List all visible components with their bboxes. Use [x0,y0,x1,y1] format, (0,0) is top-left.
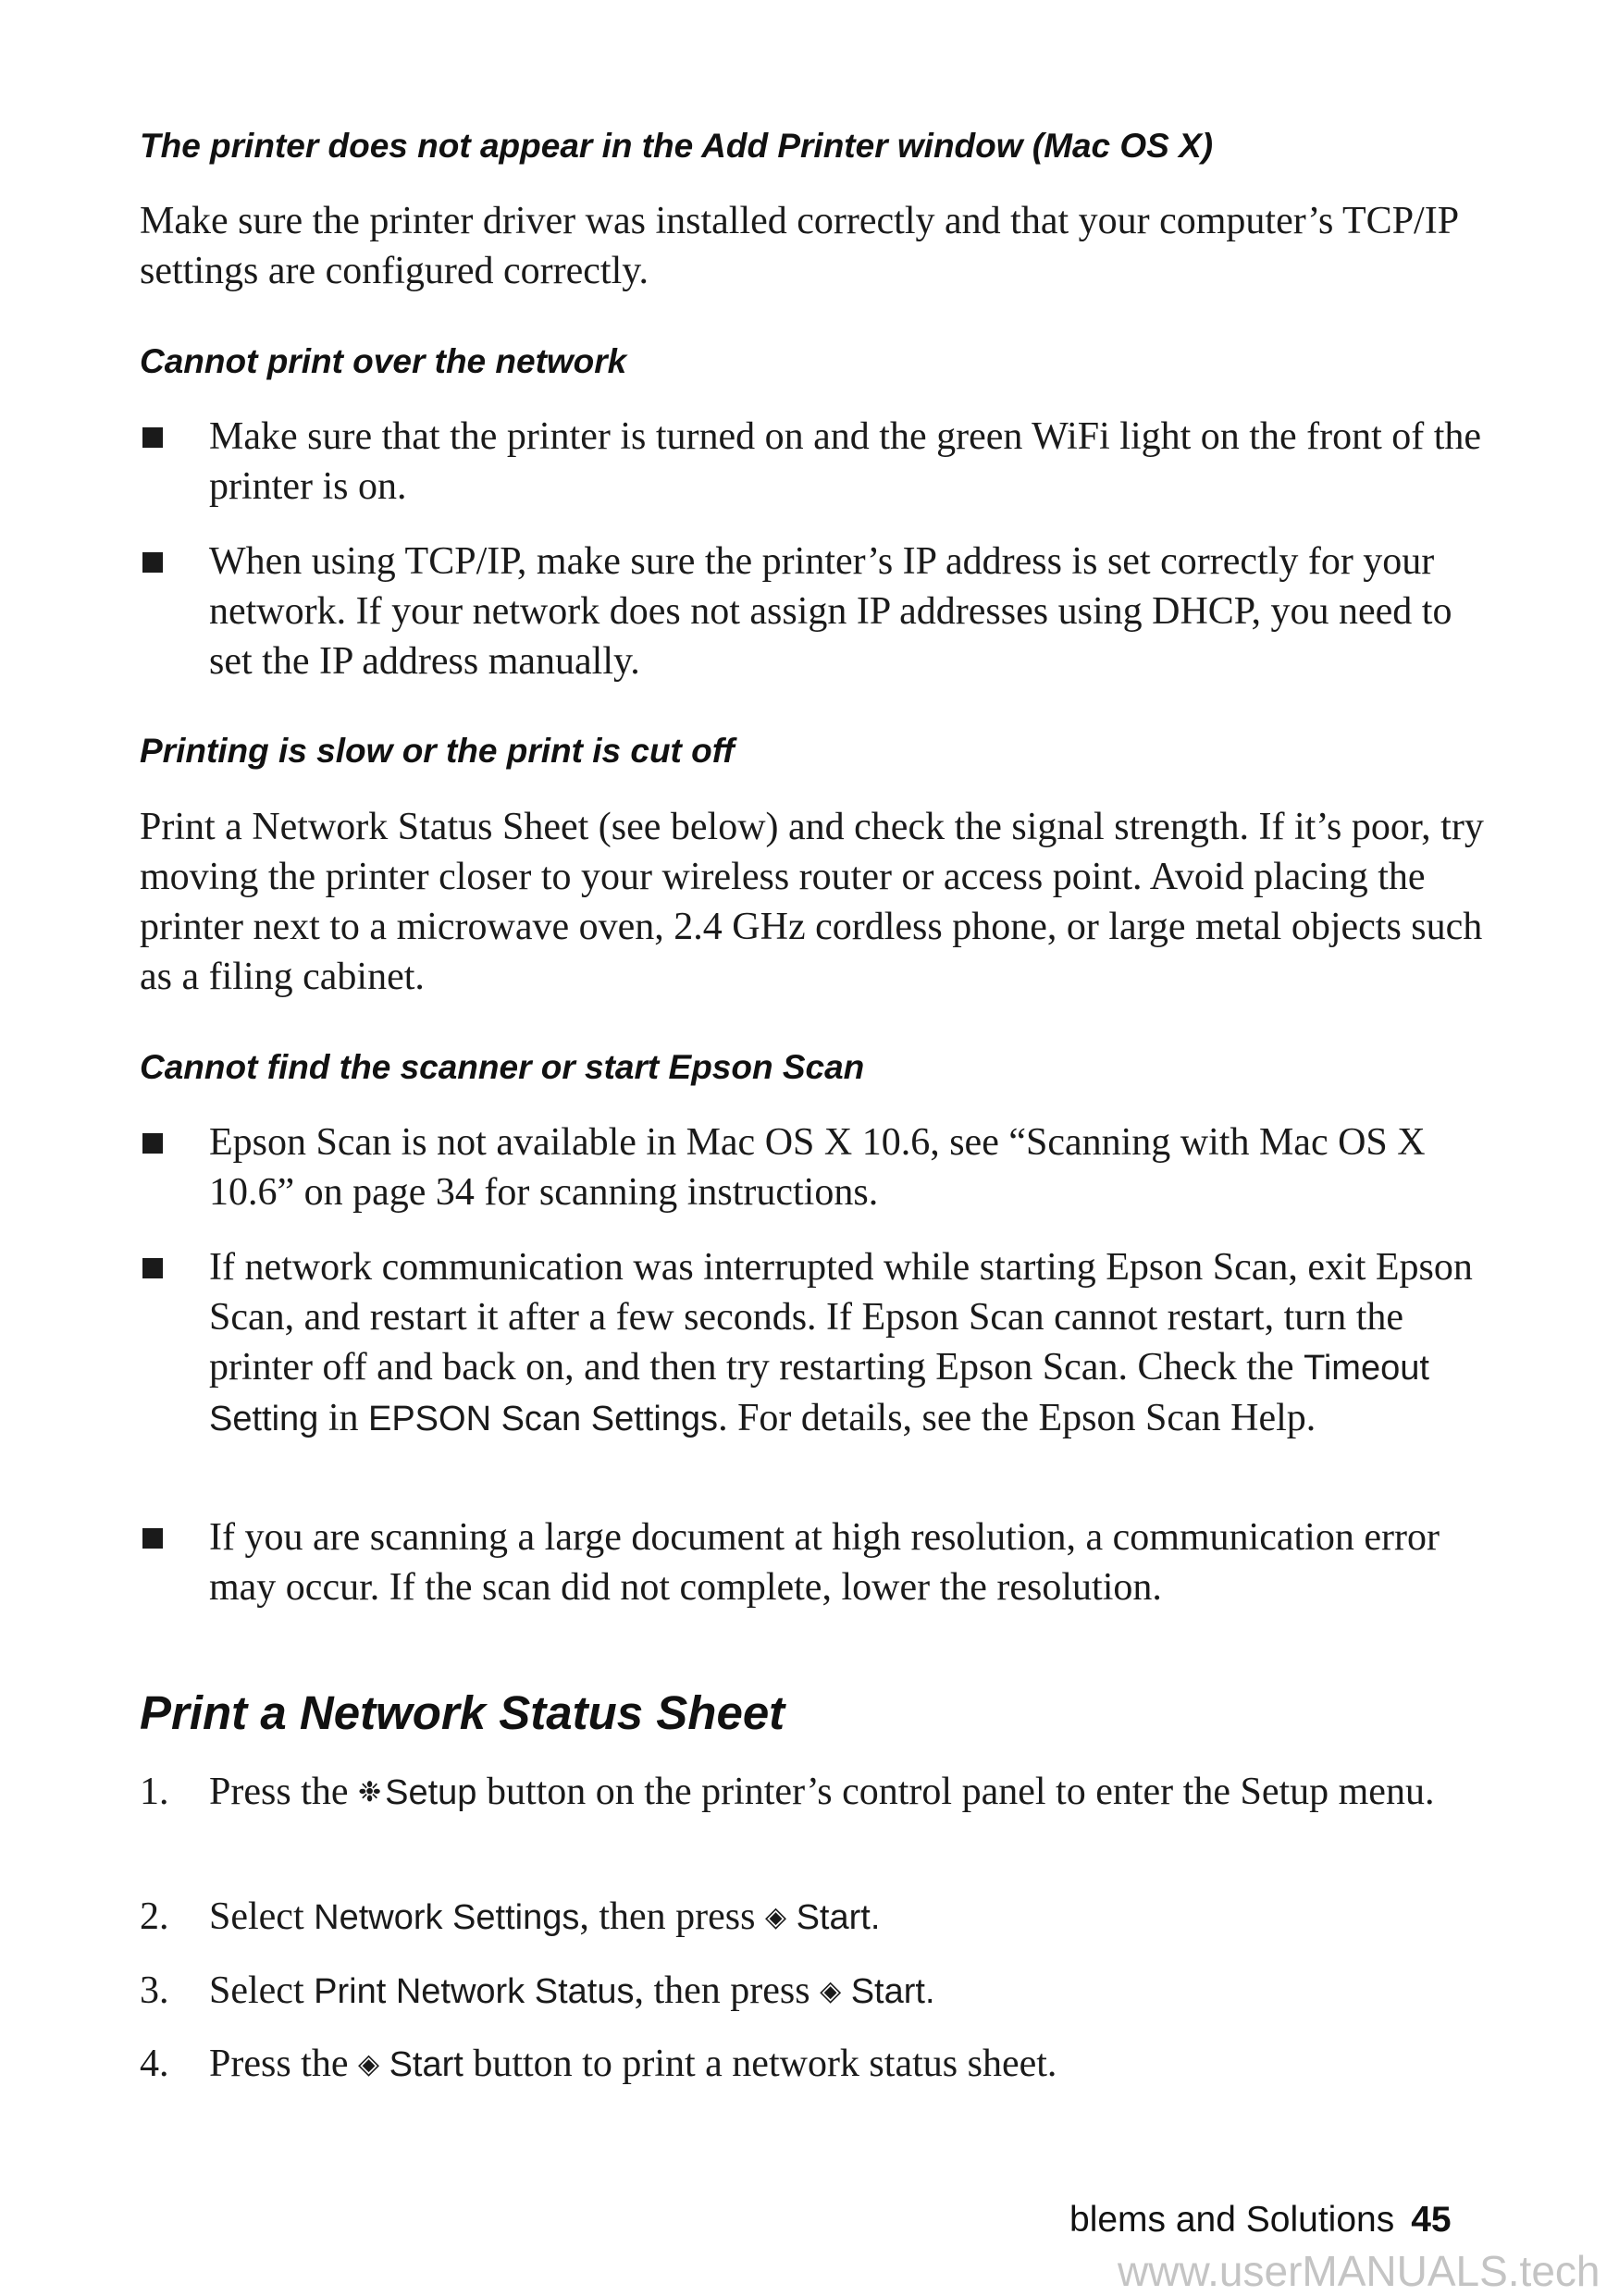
heading-cannot-print-network: Cannot print over the network [140,342,627,380]
setup-wrench-icon: ❉ [358,1776,382,1808]
heading-cannot-find-scanner: Cannot find the scanner or start Epson Scan [140,1048,865,1086]
page-number: 45 [1411,2200,1452,2240]
ui-label-network-settings: Network Settings [314,1898,580,1937]
footer-section-title: blems and Solutions [1069,2200,1395,2240]
list-item: Make sure that the printer is turned on and the green WiFi light on the front of the printer is on. [140,412,1486,512]
start-diamond-icon: ◈ [358,2048,380,2080]
list-item: When using TCP/IP, make sure the printer’s IP address is set correctly for your network. If your network does not assign IP addresses using DHCP, you need to set the IP address manually. [140,537,1486,686]
step-item: 2. Select Network Settings, then press ◈ Start. [140,1892,1486,1943]
ui-label-timeout-setting: Timeout Setting [209,1349,1429,1438]
start-diamond-icon: ◈ [765,1901,787,1933]
ui-label-setup: Setup [385,1773,477,1812]
step-item: 3. Select Print Network Status, then press ◈ Start. [140,1966,1486,2017]
start-diamond-icon: ◈ [820,1975,842,2007]
bullet-square [142,1528,163,1549]
heading-add-printer: The printer does not appear in the Add Printer window (Mac OS X) [140,127,1214,165]
bullet-square [142,427,163,448]
ui-label-start: Start [796,1898,871,1937]
ui-label-start: Start [389,2045,463,2084]
bullet-square [142,1258,163,1278]
heading-print-network-status: Print a Network Status Sheet [140,1686,785,1739]
bullet-square [142,1133,163,1154]
step-item: 4. Press the ◈ Start button to print a network status sheet. [140,2039,1486,2090]
ui-label-start: Start [850,1972,925,2011]
ui-label-epson-scan-settings: EPSON Scan Settings [367,1400,719,1438]
list-item: Epson Scan is not available in Mac OS X 10.6, see “Scanning with Mac OS X 10.6” on page 34 for scanning instructions. [140,1117,1486,1217]
list-item: If you are scanning a large document at high resolution, a communication error may occur. If the scan did not complete, lower the resolution. [140,1512,1486,1612]
bullet-square [142,552,163,573]
page-footer [1069,2200,1452,2240]
step-item: 1. Press the ❉ Setup button on the printer’s control panel to enter the Setup menu. [140,1767,1486,1818]
watermark: www.userMANUALS.tech [1118,2247,1600,2295]
ui-label-print-network-status: Print Network Status [314,1972,635,2011]
paragraph-printing-slow: Print a Network Status Sheet (see below) and check the signal strength. If it’s poor, try moving the printer closer to your wireless router or access point. Avoid placing the printer next to a microwave oven, 2.4 GHz cordless phone, or large metal objects such as a filing cabinet. [140,806,1484,998]
list-item: If network communication was interrupted while starting Epson Scan, exit Epson Scan, and restart it after a few seconds. If Epson Scan cannot restart, turn the printer off and back on, and then try restarting Epson Scan. Check the Timeout Setting in EPSON Scan Settings. For details, see the Epson Scan Help. [140,1242,1486,1444]
paragraph-add-printer: Make sure the printer driver was installed correctly and that your computer’s TCP/IP settings are configured correctly. [140,200,1458,292]
heading-printing-slow: Printing is slow or the print is cut off [140,732,735,770]
